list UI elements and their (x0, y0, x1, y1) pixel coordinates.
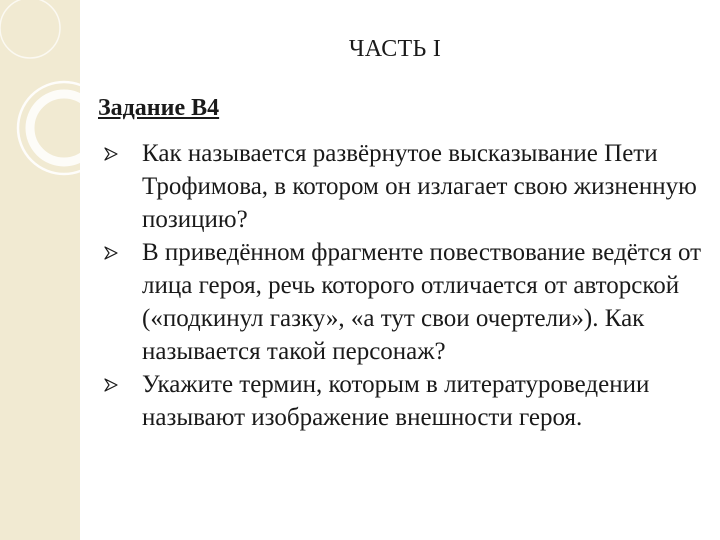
arrow-bullet-icon (104, 378, 118, 392)
question-item (100, 368, 710, 434)
task-heading: Задание В4 (98, 95, 220, 121)
question-text: Укажите термин, которым в литературоведении называют изображение внешности героя. (142, 371, 650, 431)
arrow-bullet-icon (104, 246, 118, 260)
question-text: Как называется развёрнутое высказывание Пети Трофимова, в котором он излагает свою жизненную позицию? (142, 140, 697, 233)
question-item (100, 137, 710, 236)
arrow-bullet-icon (104, 147, 118, 161)
slide-title: ЧАСТЬ I (348, 36, 442, 62)
question-item (100, 236, 710, 368)
question-list (100, 137, 710, 434)
question-text: В приведённом фрагменте повествование ведётся от лица героя, речь которого отличается от авторской («подкинул газку», «а тут свои очертели»). Как называется такой персонаж? (142, 239, 702, 365)
